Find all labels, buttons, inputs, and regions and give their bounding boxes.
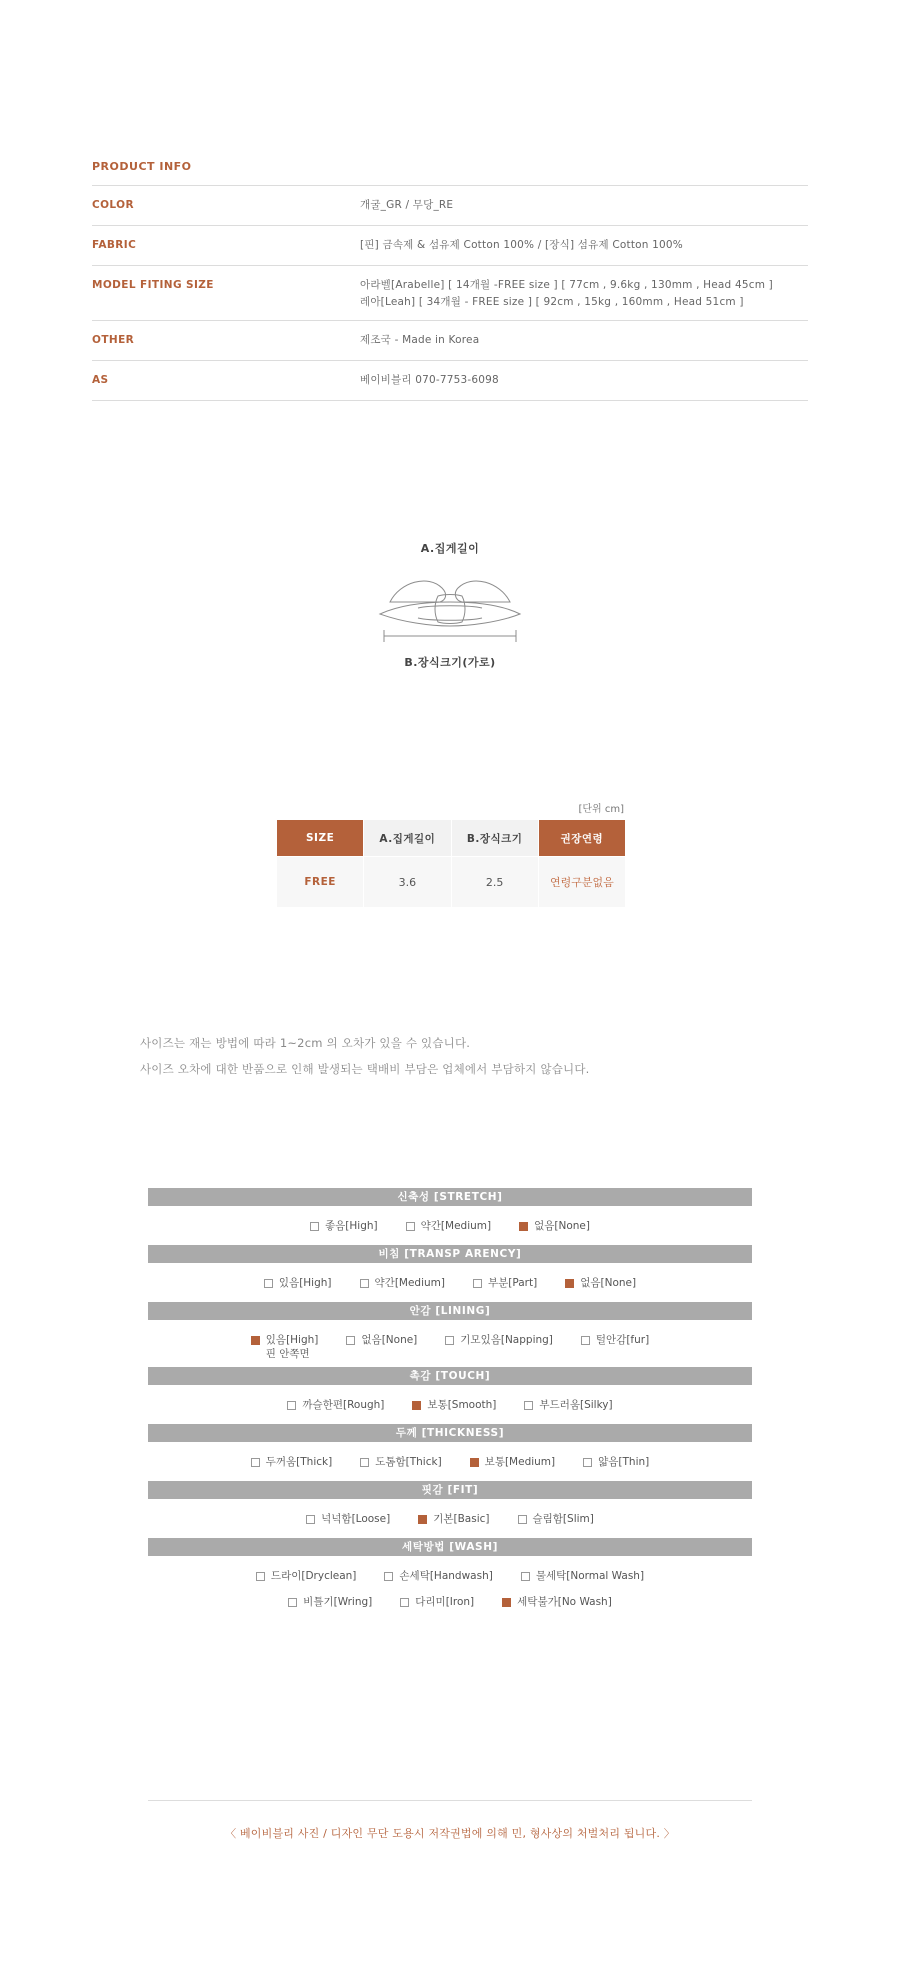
checkbox-unchecked-icon[interactable] (524, 1401, 533, 1410)
info-label: FABRIC (92, 239, 137, 251)
info-value-line1: [핀] 금속제 & 섬유제 Cotton 100% / [장식] 섬유제 Cotton 100% (360, 239, 683, 251)
attr-option-label: 없음[None] (361, 1334, 418, 1346)
attr-options-thickness (148, 1442, 752, 1481)
size-cell-size: FREE (277, 857, 364, 908)
attr-title-fit: 핏감 [FIT] (148, 1481, 752, 1499)
attr-option-label: 두꺼움[Thick] (265, 1456, 333, 1468)
checkbox-unchecked-icon[interactable] (264, 1279, 273, 1288)
notice-line-2: 사이즈 오차에 대한 반품으로 인해 발생되는 택배비 부담은 업체에서 부담하지 않습니다. (140, 1062, 590, 1076)
info-label: MODEL FITING SIZE (92, 279, 214, 291)
checkbox-unchecked-icon[interactable] (346, 1336, 355, 1345)
attr-option-label: 넉넉함[Loose] (321, 1513, 391, 1525)
attr-option[interactable] (370, 1569, 506, 1583)
attr-option-label: 세탁불가[No Wash] (517, 1596, 612, 1608)
attr-block-lining (148, 1302, 752, 1367)
attr-options-transparency (148, 1263, 752, 1302)
info-row-color (92, 186, 808, 226)
info-row-model-fiting-size (92, 266, 808, 321)
product-info-title: PRODUCT INFO (92, 160, 808, 186)
attr-option[interactable] (292, 1512, 404, 1526)
attr-title-thickness: 두께 [THICKNESS] (148, 1424, 752, 1442)
checkbox-unchecked-icon[interactable] (583, 1458, 592, 1467)
size-header-deco-size: B.장식크기 (451, 820, 538, 857)
checkbox-unchecked-icon[interactable] (310, 1222, 319, 1231)
size-table-wrap (276, 800, 626, 908)
attr-block-thickness (148, 1424, 752, 1481)
attr-option[interactable] (296, 1219, 392, 1233)
attr-title-wash: 세탁방법 [WASH] (148, 1538, 752, 1556)
attr-option-label: 손세탁[Handwash] (399, 1570, 493, 1582)
attr-option[interactable] (507, 1569, 658, 1583)
attr-option-label: 다리미[Iron] (415, 1596, 475, 1608)
attr-option-label: 약간[Medium] (374, 1277, 445, 1289)
attr-option[interactable] (567, 1333, 663, 1347)
attr-option-label: 부분[Part] (488, 1277, 538, 1289)
checkbox-unchecked-icon[interactable] (473, 1279, 482, 1288)
attr-option-label: 드라이[Dryclean] (270, 1570, 357, 1582)
info-value-line1: 아라벨[Arabelle] [ 14개월 -FREE size ] [ 77cm , 9.6kg , 130mm , Head 45cm ] (360, 279, 773, 291)
attr-option[interactable] (250, 1276, 346, 1290)
attr-option[interactable] (237, 1455, 346, 1469)
checkbox-unchecked-icon[interactable] (287, 1401, 296, 1410)
checkbox-checked-icon[interactable] (418, 1515, 427, 1524)
checkbox-checked-icon[interactable] (502, 1598, 511, 1607)
size-table-header-row (277, 820, 626, 857)
checkbox-unchecked-icon[interactable] (581, 1336, 590, 1345)
attr-option-label: 비틀기[Wring] (303, 1596, 373, 1608)
checkbox-unchecked-icon[interactable] (360, 1279, 369, 1288)
diagram-top-label: A.집게길이 (420, 542, 480, 555)
info-value (360, 277, 808, 311)
attr-option-label: 있음[High] (278, 1277, 332, 1289)
attr-option-label: 까슬한편[Rough] (302, 1399, 385, 1411)
info-row-as (92, 361, 808, 401)
attr-option[interactable] (510, 1398, 626, 1412)
size-cell-clip-length: 3.6 (364, 857, 451, 908)
checkbox-unchecked-icon[interactable] (521, 1572, 530, 1581)
footer-divider (148, 1800, 752, 1801)
checkbox-checked-icon[interactable] (470, 1458, 479, 1467)
attr-options-stretch (148, 1206, 752, 1245)
size-table (276, 819, 626, 908)
attr-block-stretch (148, 1188, 752, 1245)
attr-option[interactable] (459, 1276, 551, 1290)
checkbox-unchecked-icon[interactable] (406, 1222, 415, 1231)
attr-options-wash-row2 (148, 1595, 752, 1621)
info-value-line2: 레아[Leah] [ 34개월 - FREE size ] [ 92cm , 15kg , 160mm , Head 51cm ] (360, 296, 744, 308)
attr-option-label: 있음[High] (265, 1334, 319, 1346)
size-header-recommended-age: 권장연령 (538, 820, 625, 857)
attr-option-label: 털안감[fur] (595, 1334, 650, 1346)
info-value (360, 237, 808, 254)
attr-option-label: 부드러움[Silky] (539, 1399, 613, 1411)
checkbox-unchecked-icon[interactable] (251, 1458, 260, 1467)
attr-options-lining (148, 1320, 752, 1367)
info-row-other (92, 321, 808, 361)
info-label: AS (92, 374, 109, 386)
attr-option[interactable] (332, 1333, 431, 1347)
measurement-diagram (0, 540, 900, 670)
size-header-clip-length: A.집게길이 (364, 820, 451, 857)
attr-option-label: 없음[None] (580, 1277, 637, 1289)
attr-option[interactable] (505, 1219, 604, 1233)
attr-block-transparency (148, 1245, 752, 1302)
diagram-bottom-label: B.장식크기(가로) (404, 656, 496, 669)
attr-option[interactable] (273, 1398, 398, 1412)
attr-title-stretch: 신축성 [STRETCH] (148, 1188, 752, 1206)
hair-clip-illustration-icon (350, 564, 550, 644)
attr-title-touch: 촉감 [TOUCH] (148, 1367, 752, 1385)
checkbox-checked-icon[interactable] (412, 1401, 421, 1410)
attr-block-fit (148, 1481, 752, 1538)
attr-option[interactable] (504, 1512, 608, 1526)
attr-options-touch (148, 1385, 752, 1424)
checkbox-unchecked-icon[interactable] (306, 1515, 315, 1524)
attr-option[interactable] (392, 1219, 505, 1233)
size-unit-label: [단위 cm] (578, 804, 624, 815)
checkbox-checked-icon[interactable] (565, 1279, 574, 1288)
checkbox-checked-icon[interactable] (519, 1222, 528, 1231)
size-header-size: SIZE (277, 820, 364, 857)
attr-option[interactable] (551, 1276, 650, 1290)
checkbox-checked-icon[interactable] (251, 1336, 260, 1345)
attr-option[interactable] (346, 1276, 459, 1290)
attribute-chart (148, 1188, 752, 1621)
info-row-fabric (92, 226, 808, 266)
attr-option[interactable] (274, 1595, 386, 1609)
attr-option-label: 물세탁[Normal Wash] (535, 1570, 645, 1582)
attr-option[interactable] (386, 1595, 488, 1609)
copyright-notice: 〈 베이비블리 사진 / 디자인 무단 도용시 저작권법에 의해 민, 형사상의 처벌처리 됩니다. 〉 (225, 1827, 675, 1840)
attr-block-wash (148, 1538, 752, 1621)
attr-option-label: 약간[Medium] (420, 1220, 492, 1232)
attr-option-label: 얇음[Thin] (598, 1456, 650, 1468)
info-value (360, 197, 808, 214)
info-value-line1: 개굴_GR / 무당_RE (360, 199, 454, 211)
attr-option-label: 도톰함[Thick] (375, 1456, 442, 1468)
info-label: COLOR (92, 199, 134, 211)
attr-options-wash-row1 (148, 1556, 752, 1595)
checkbox-unchecked-icon[interactable] (256, 1572, 265, 1581)
size-cell-recommended-age: 연령구분없음 (538, 857, 625, 908)
attr-option-text (266, 1333, 319, 1361)
attr-option[interactable] (569, 1455, 663, 1469)
attr-option[interactable] (488, 1595, 626, 1609)
attr-option-label: 보통[Smooth] (427, 1399, 497, 1411)
checkbox-unchecked-icon[interactable] (384, 1572, 393, 1581)
checkbox-unchecked-icon[interactable] (445, 1336, 454, 1345)
attr-option-label: 슬림함[Slim] (532, 1513, 594, 1525)
attr-option[interactable] (237, 1333, 333, 1361)
attr-title-lining: 안감 [LINING] (148, 1302, 752, 1320)
info-value-line1: 제조국 - Made in Korea (360, 334, 480, 346)
info-value (360, 332, 808, 349)
product-info-table (92, 160, 808, 401)
info-value (360, 372, 808, 389)
notice-line-1: 사이즈는 재는 방법에 따라 1~2cm 의 오차가 있을 수 있습니다. (140, 1036, 471, 1050)
checkbox-unchecked-icon[interactable] (288, 1598, 297, 1607)
checkbox-unchecked-icon[interactable] (518, 1515, 527, 1524)
attr-option-label: 기본[Basic] (433, 1513, 490, 1525)
attr-option[interactable] (404, 1512, 503, 1526)
attr-option-label: 없음[None] (534, 1220, 590, 1232)
attr-option-label: 기모있음[Napping] (460, 1334, 553, 1346)
size-notice (140, 1030, 590, 1082)
attr-option[interactable] (456, 1455, 569, 1469)
checkbox-unchecked-icon[interactable] (360, 1458, 369, 1467)
attr-option-label: 좋음[High] (325, 1220, 378, 1232)
info-value-line1: 베이비블리 070-7753-6098 (360, 374, 499, 386)
attr-option[interactable] (242, 1569, 370, 1583)
attr-option-sublabel: 핀 안쪽면 (265, 1348, 310, 1360)
info-label: OTHER (92, 334, 135, 346)
attr-option[interactable] (398, 1398, 510, 1412)
attr-option[interactable] (346, 1455, 455, 1469)
attr-option[interactable] (431, 1333, 567, 1347)
table-row (277, 857, 626, 908)
attr-option-label: 보통[Medium] (484, 1456, 556, 1468)
checkbox-unchecked-icon[interactable] (400, 1598, 409, 1607)
attr-title-transparency: 비침 [TRANSP ARENCY] (148, 1245, 752, 1263)
attr-block-touch (148, 1367, 752, 1424)
attr-options-fit (148, 1499, 752, 1538)
size-cell-deco-size: 2.5 (451, 857, 538, 908)
